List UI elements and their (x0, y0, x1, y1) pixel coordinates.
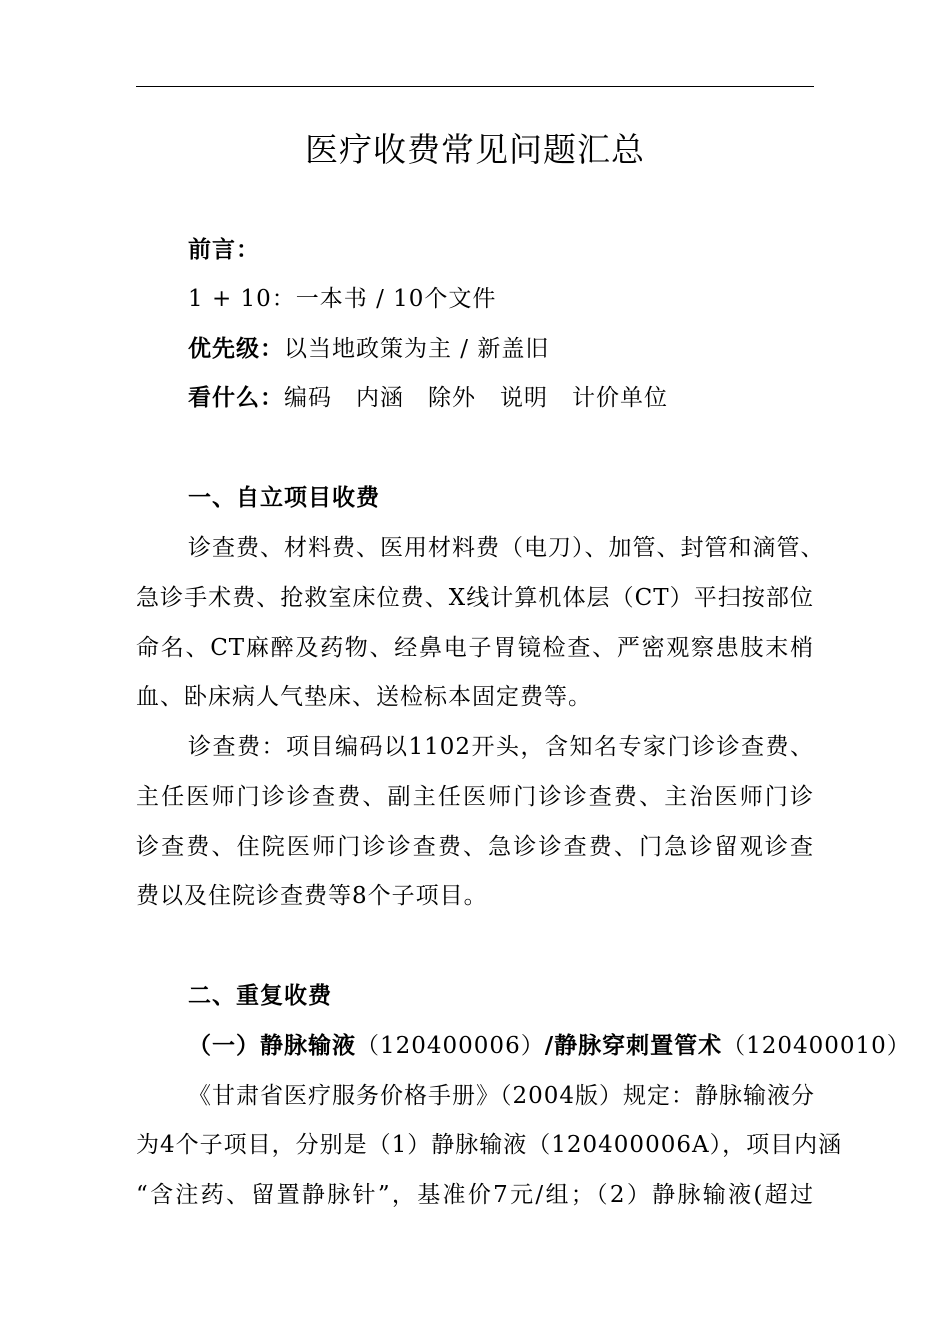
subsection-code: （120400010） (722, 1033, 911, 1059)
preface-item (188, 332, 549, 366)
preface-item-value: 编码 内涵 除外 说明 计价单位 (284, 385, 668, 411)
section-heading: 二、重复收费 (188, 983, 332, 1009)
preface-item-value: 以当地政策为主 / 新盖旧 (284, 336, 550, 362)
paragraph-line: 急诊手术费、抢救室床位费、X线计算机体层（CT）平扫按部位 (136, 585, 814, 611)
preface-item-value: 一本书 / 10个文件 (295, 286, 497, 312)
paragraph-line: 为4个子项目，分别是（1）静脉输液（120400006A），项目内涵 (136, 1132, 843, 1158)
preface-heading: 前言： (188, 237, 260, 263)
preface-item-label: 看什么： (188, 385, 284, 411)
preface-item-label: 1 + 10： (188, 286, 296, 312)
document-title: 医疗收费常见问题汇总 (305, 130, 645, 169)
subsection-heading (188, 1029, 911, 1063)
paragraph-line: “含注药、留置静脉针”，基准价7元/组；（2）静脉输液(超过 (136, 1182, 814, 1208)
paragraph-line: 主任医师门诊诊查费、副主任医师门诊诊查费、主治医师门诊 (136, 784, 814, 810)
paragraph-line: 诊查费：项目编码以1102开头，含知名专家门诊诊查费、 (188, 734, 814, 760)
paragraph-line: 诊查费、住院医师门诊诊查费、急诊诊查费、门急诊留观诊查 (136, 834, 814, 860)
header-rule (136, 86, 814, 87)
subsection-heading-part: （一）静脉输液 (188, 1033, 356, 1059)
subsection-code: （120400006） (356, 1033, 545, 1059)
subsection-heading-part: /静脉穿刺置管术 (544, 1033, 723, 1059)
paragraph-line: 费以及住院诊查费等8个子项目。 (136, 883, 488, 909)
preface-item-label: 优先级： (188, 336, 284, 362)
paragraph-line: 诊查费、材料费、医用材料费（电刀）、加管、封管和滴管、 (188, 535, 825, 561)
preface-item (188, 381, 668, 415)
preface-item (188, 282, 496, 316)
section-heading: 一、自立项目收费 (188, 485, 380, 511)
paragraph-line: 血、卧床病人气垫床、送检标本固定费等。 (136, 684, 592, 710)
paragraph-line: 《甘肃省医疗服务价格手册》（2004版）规定：静脉输液分 (188, 1083, 816, 1109)
paragraph-line: 命名、CT麻醉及药物、经鼻电子胃镜检查、严密观察患肢末梢 (136, 635, 814, 661)
